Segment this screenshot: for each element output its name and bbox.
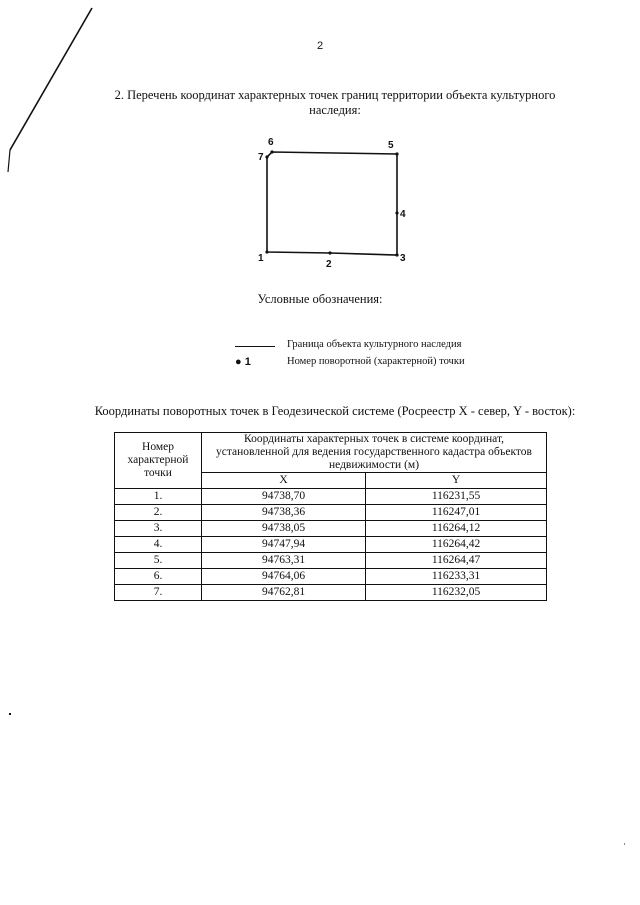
- header-x: X: [202, 473, 366, 489]
- legend-boundary-label: Граница объекта культурного наследия: [287, 339, 462, 350]
- scan-margin-stroke: [0, 0, 100, 180]
- point-6-marker: [270, 150, 273, 153]
- point-3-marker: [395, 253, 398, 256]
- boundary-scheme: [240, 135, 420, 275]
- row-y: 116233,31: [366, 569, 547, 585]
- row-x: 94762,81: [202, 585, 366, 601]
- legend-point-row: [235, 356, 505, 370]
- table-row: [115, 569, 547, 585]
- point-2-label: 2: [326, 259, 332, 270]
- row-number: 3.: [115, 521, 202, 537]
- legend-boundary-row: [235, 339, 495, 353]
- point-6-label: 6: [268, 137, 274, 148]
- legend-point-marker: ● 1: [235, 356, 251, 368]
- row-y: 116232,05: [366, 585, 547, 601]
- row-number: 2.: [115, 505, 202, 521]
- point-1-marker: [265, 250, 268, 253]
- point-1-label: 1: [258, 253, 264, 264]
- table-row: [115, 553, 547, 569]
- row-y: 116247,01: [366, 505, 547, 521]
- legend-boundary-line: [235, 346, 275, 347]
- point-3-label: 3: [400, 253, 406, 264]
- legend-point-label: Номер поворотной (характерной) точки: [287, 356, 465, 367]
- point-2-marker: [328, 251, 331, 254]
- row-x: 94738,36: [202, 505, 366, 521]
- table-row: [115, 505, 547, 521]
- point-7-marker: [265, 155, 268, 158]
- table-row: [115, 585, 547, 601]
- section-title: 2. Перечень координат характерных точек границ территории объекта культурного наследия:: [114, 88, 556, 117]
- row-number: 6.: [115, 569, 202, 585]
- row-number: 4.: [115, 537, 202, 553]
- point-5-marker: [395, 152, 398, 155]
- row-number: 7.: [115, 585, 202, 601]
- table-row: [115, 521, 547, 537]
- legend-point-marker-label: 1: [244, 356, 251, 368]
- point-5-label: 5: [388, 140, 394, 151]
- row-y: 116264,47: [366, 553, 547, 569]
- row-y: 116264,12: [366, 521, 547, 537]
- header-coordinates: Координаты характерных точек в системе координат, установленной для ведения государственного кадастра объектов недвижимости (м): [202, 433, 547, 473]
- page-number: 2: [316, 40, 324, 52]
- point-4-marker: [395, 211, 398, 214]
- row-y: 116231,55: [366, 489, 547, 505]
- boundary-polygon: [267, 152, 397, 255]
- row-x: 94764,06: [202, 569, 366, 585]
- row-number: 1.: [115, 489, 202, 505]
- scan-speck: [624, 843, 625, 845]
- point-4-label: 4: [400, 209, 406, 220]
- header-point-number: Номер характерной точки: [115, 433, 202, 489]
- row-x: 94738,05: [202, 521, 366, 537]
- point-7-label: 7: [258, 152, 264, 163]
- row-x: 94763,31: [202, 553, 366, 569]
- row-x: 94747,94: [202, 537, 366, 553]
- header-y: Y: [366, 473, 547, 489]
- coords-caption: Координаты поворотных точек в Геодезической системе (Росреестр X - север, Y - восток):: [94, 404, 576, 418]
- table-row: [115, 489, 547, 505]
- row-x: 94738,70: [202, 489, 366, 505]
- coords-table: [114, 432, 547, 601]
- table-row: [115, 537, 547, 553]
- row-y: 116264,42: [366, 537, 547, 553]
- scan-speck: [9, 713, 11, 715]
- row-number: 5.: [115, 553, 202, 569]
- legend-heading: Условные обозначения:: [257, 292, 383, 306]
